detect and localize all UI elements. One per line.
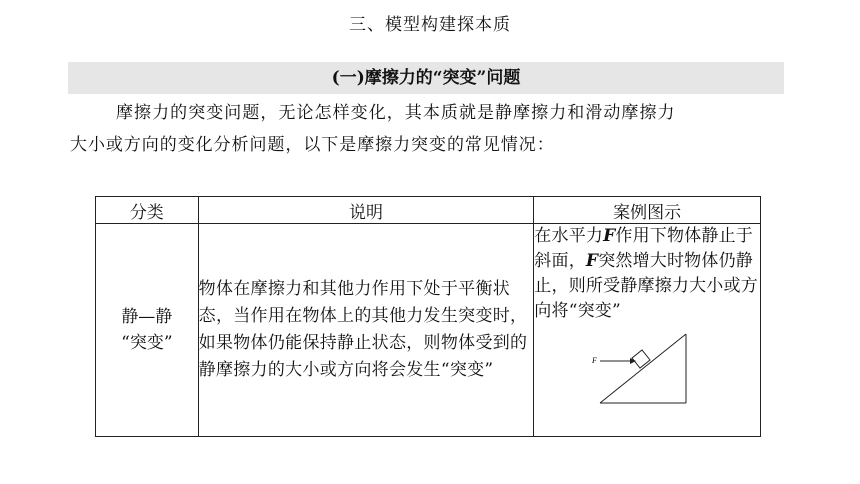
category-line1: 静—静 (121, 307, 173, 327)
intro-paragraph-line2: 大小或方向的变化分析问题，以下是摩擦力突变的常见情况： (70, 135, 555, 155)
force-symbol: F (585, 251, 599, 271)
subsection-title: (一)摩擦力的“突变”问题 (68, 62, 784, 94)
description-cell: 物体在摩擦力和其他力作用下处于平衡状态，当作用在物体上的其他力发生突变时，如果物体仍能保持静止状态，则物体受到的静摩擦力的大小或方向将会发生“突变” (198, 224, 534, 437)
example-cell (534, 224, 761, 437)
incline-block-figure (592, 330, 692, 406)
intro-paragraph-line1: 摩擦力的突变问题，无论怎样变化，其本质就是静摩擦力和滑动摩擦力 (116, 103, 676, 123)
friction-cases-table (95, 196, 761, 437)
table-header-row (96, 197, 761, 224)
example-text-part2: 作用下物体静止于斜面， (534, 226, 753, 271)
section-title: 三、模型构建探本质 (349, 15, 511, 35)
header-description: 说明 (198, 197, 534, 224)
category-line2: “突变” (121, 333, 173, 353)
header-example: 案例图示 (534, 197, 761, 224)
table-row (96, 224, 761, 437)
example-text-part3: 突然增大时物体仍静止，则所受静摩擦力大小或方向将“突变” (534, 251, 758, 321)
category-cell (96, 224, 199, 437)
force-label: F (592, 356, 598, 365)
force-symbol: F (603, 226, 616, 246)
example-text-part1: 在水平力 (534, 226, 604, 246)
incline-slope (600, 334, 686, 403)
header-category: 分类 (96, 197, 199, 224)
